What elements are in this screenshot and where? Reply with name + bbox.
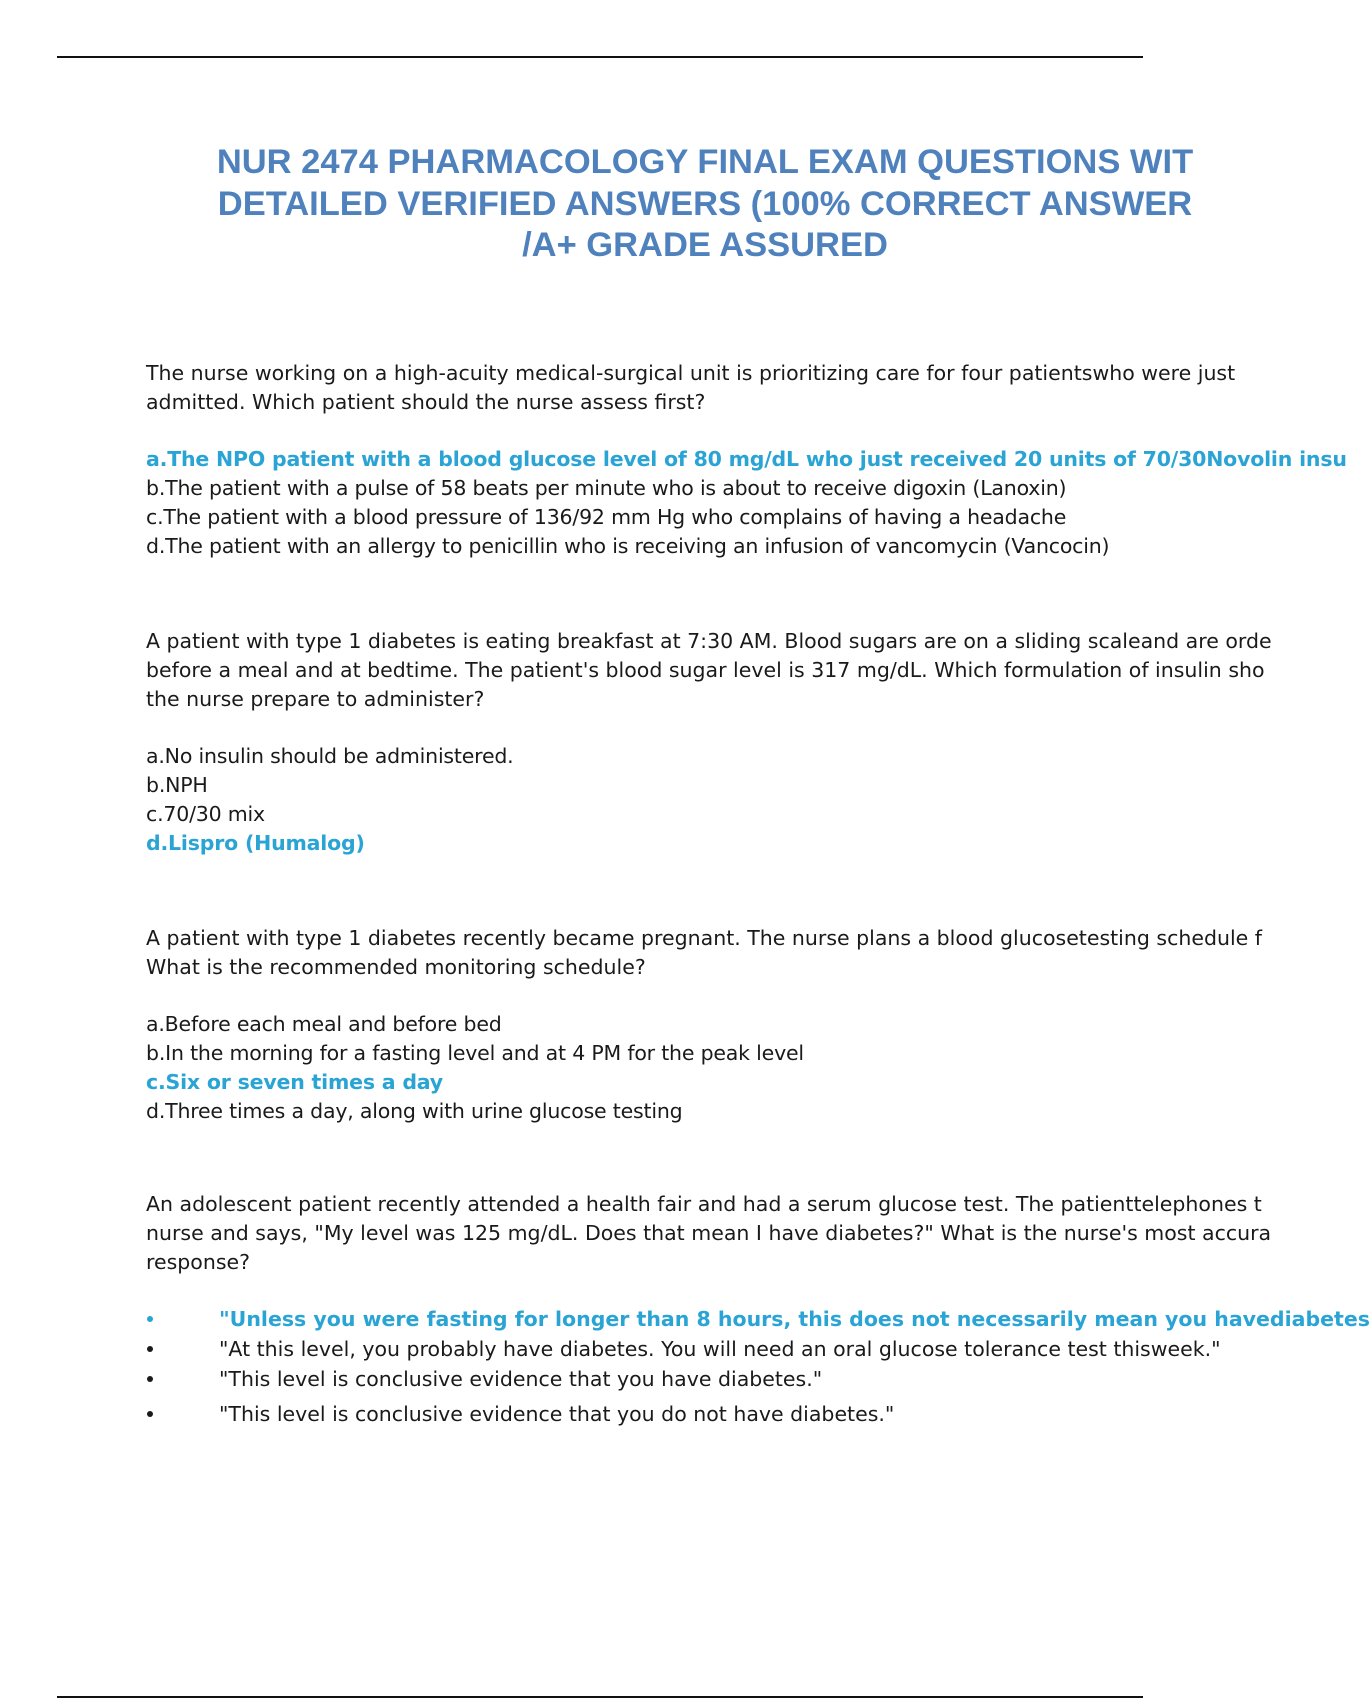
answer-option-b: b.The patient with a pulse of 58 beats per minute who is about to receive digoxin (Lanoxin) [146,476,1067,500]
answer-option-c: c.70/30 mix [146,802,265,826]
stem-line: A patient with type 1 diabetes recently became pregnant. The nurse plans a blood glucosetesting schedule f [146,926,1262,950]
question-4 [146,1190,1370,1430]
answer-options [146,742,1346,858]
stem-line: response? [146,1250,250,1274]
answer-option-a-correct: a.The NPO patient with a blood glucose level of 80 mg/dL who just received 20 units of 70/30Novolin insu [146,447,1347,471]
stem-line: A patient with type 1 diabetes is eating breakfast at 7:30 AM. Blood sugars are on a sliding scaleand are orde [146,629,1272,653]
question-2 [146,627,1346,858]
answer-option-a: a.No insulin should be administered. [146,744,514,768]
answer-option-c-correct: c.Six or seven times a day [146,1070,443,1094]
document-title [150,142,1260,267]
bullet-text: "This level is conclusive evidence that you have diabetes." [219,1367,823,1391]
bullet-item [0,1365,1200,1395]
bullet-item [0,1335,1221,1365]
bottom-rule [57,1696,1143,1698]
stem-line: the nurse prepare to administer? [146,687,485,711]
stem-line: An adolescent patient recently attended a health fair and had a serum glucose test. The patienttelephones t [146,1192,1262,1216]
answer-option-d-correct: d.Lispro (Humalog) [146,831,365,855]
question-1 [146,359,1346,561]
question-stem [146,627,1346,714]
answer-options [146,1010,1346,1126]
answer-option-d: d.The patient with an allergy to penicillin who is receiving an infusion of vancomycin (Vancocin) [146,534,1110,558]
answer-option-c: c.The patient with a blood pressure of 136/92 mm Hg who complains of having a headache [146,505,1067,529]
title-line-3: /A+ GRADE ASSURED [522,226,888,264]
stem-line: The nurse working on a high-acuity medical-surgical unit is prioritizing care for four patientswho were just [146,361,1236,385]
bullet-icon [147,1346,153,1352]
bullet-text: "At this level, you probably have diabetes. You will need an oral glucose tolerance test thisweek." [219,1337,1221,1361]
question-stem [146,924,1346,982]
answer-option-a: a.Before each meal and before bed [146,1012,502,1036]
answer-option-b: b.NPH [146,773,208,797]
answer-option-d: d.Three times a day, along with urine glucose testing [146,1099,683,1123]
question-3 [146,924,1346,1126]
bullet-item [0,1400,1200,1430]
bullet-icon [147,1411,153,1417]
stem-line: nurse and says, "My level was 125 mg/dL. Does that mean I have diabetes?" What is the nurse's most accura [146,1221,1272,1245]
bullet-item-correct [0,1305,1370,1335]
answer-bullet-list [0,1305,1370,1430]
top-rule [57,56,1143,58]
question-stem [146,1190,1346,1277]
title-line-1: NUR 2474 PHARMACOLOGY FINAL EXAM QUESTIONS WIT [216,143,1194,181]
bullet-icon [147,1316,153,1322]
bullet-text: "Unless you were fasting for longer than 8 hours, this does not necessarily mean you havediabetes [219,1307,1370,1331]
stem-line: What is the recommended monitoring schedule? [146,955,646,979]
answer-options [146,445,1346,561]
stem-line: before a meal and at bedtime. The patient's blood sugar level is 317 mg/dL. Which formulation of insulin sho [146,658,1265,682]
bullet-text: "This level is conclusive evidence that you do not have diabetes." [219,1402,895,1426]
bullet-icon [147,1376,153,1382]
title-line-2: DETAILED VERIFIED ANSWERS (100% CORRECT ANSWER [217,184,1193,223]
stem-line: admitted. Which patient should the nurse assess first? [146,390,706,414]
question-stem [146,359,1346,417]
answer-option-b: b.In the morning for a fasting level and at 4 PM for the peak level [146,1041,804,1065]
